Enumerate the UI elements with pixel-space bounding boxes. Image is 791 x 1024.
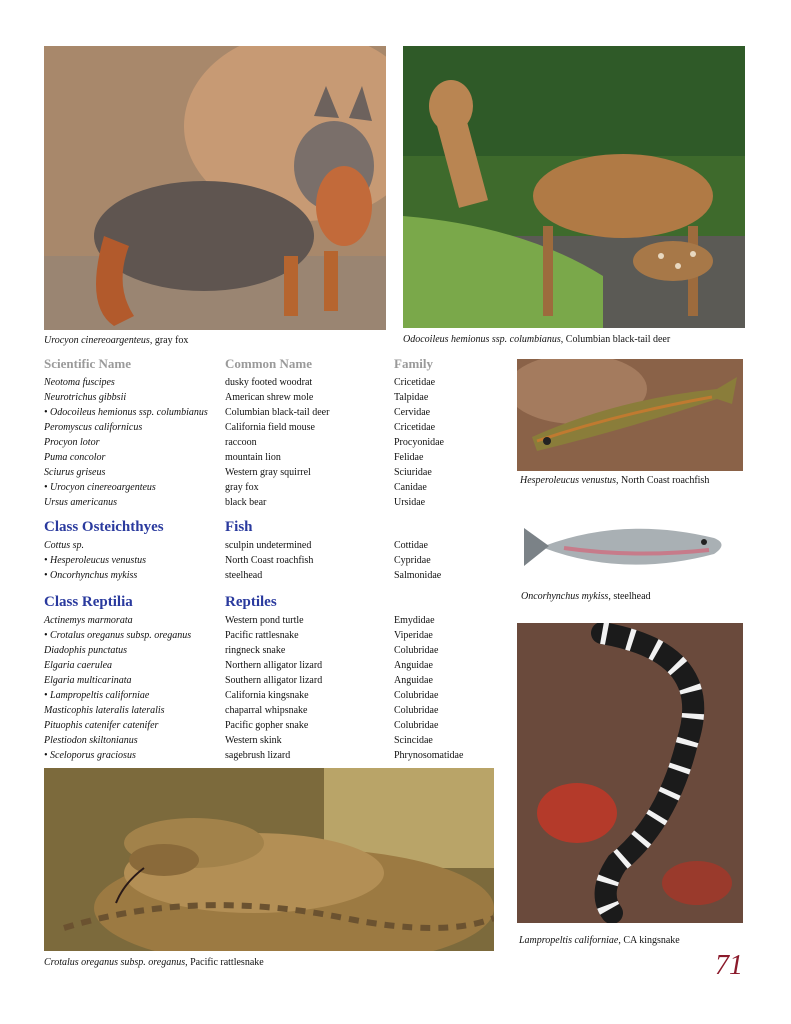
common-name-cell: sagebrush lizard — [225, 750, 291, 761]
common-name-cell: North Coast roachfish — [225, 555, 314, 566]
scientific-name-cell: Ursus americanus — [44, 497, 118, 508]
deer-caption: Odocoileus hemionus ssp. columbianus, Columbian black-tail deer — [403, 334, 671, 345]
common-name-cell: American shrew mole — [225, 392, 314, 403]
family-cell: Felidae — [394, 452, 424, 463]
rattlesnake-photo — [44, 768, 494, 951]
family-cell: Emydidae — [394, 615, 435, 626]
scientific-name-cell: Neotoma fuscipes — [44, 377, 115, 388]
scientific-name-cell: • Odocoileus hemionus ssp. columbianus — [44, 407, 208, 418]
common-name-cell: Columbian black-tail deer — [225, 407, 330, 418]
scientific-name-cell: Actinemys marmorata — [44, 615, 133, 626]
scientific-name-cell: • Lampropeltis californiae — [44, 690, 150, 701]
scientific-name-cell: • Crotalus oreganus subsp. oreganus — [44, 630, 192, 641]
header-common-name: Common Name — [225, 356, 313, 371]
scientific-name-cell: Procyon lotor — [44, 437, 100, 448]
page-number: 71 — [715, 950, 743, 981]
family-cell: Phrynosomatidae — [394, 750, 464, 761]
common-name-cell: raccoon — [225, 437, 257, 448]
scientific-name-cell: • Oncorhynchus mykiss — [44, 570, 138, 581]
family-cell: Procyonidae — [394, 437, 444, 448]
common-name-cell: California kingsnake — [225, 690, 309, 701]
scientific-name-cell: • Sceloporus graciosus — [44, 750, 136, 761]
common-name-cell: black bear — [225, 497, 267, 508]
deer-photo — [403, 46, 745, 328]
family-cell: Salmonidae — [394, 570, 442, 581]
family-cell: Viperidae — [394, 630, 433, 641]
roachfish-photo — [517, 359, 743, 471]
common-name-cell: California field mouse — [225, 422, 315, 433]
scientific-name-cell: Cottus sp. — [44, 540, 85, 551]
scientific-name-cell: Diadophis punctatus — [44, 645, 128, 656]
common-name-cell: Western pond turtle — [225, 615, 304, 626]
family-cell: Colubridae — [394, 645, 439, 656]
group-label: Reptiles — [225, 594, 277, 610]
common-name-cell: Pacific rattlesnake — [225, 630, 299, 641]
family-cell: Sciuridae — [394, 467, 432, 478]
common-name-cell: chaparral whipsnake — [225, 705, 308, 716]
roachfish-caption: Hesperoleucus venustus, North Coast roachfish — [520, 475, 710, 486]
family-cell: Ursidae — [394, 497, 426, 508]
scientific-name-cell: Sciurus griseus — [44, 467, 106, 478]
scientific-name-cell: Elgaria caerulea — [44, 660, 113, 671]
scientific-name-cell: Masticophis lateralis lateralis — [44, 705, 165, 716]
family-cell: Anguidae — [394, 675, 433, 686]
kingsnake-photo — [517, 623, 743, 923]
common-name-cell: Northern alligator lizard — [225, 660, 323, 671]
family-cell: Colubridae — [394, 690, 439, 701]
scientific-name-cell: • Hesperoleucus venustus — [44, 555, 146, 566]
class-label: Class Reptilia — [44, 594, 133, 610]
common-name-cell: mountain lion — [225, 452, 281, 463]
common-name-cell: Western gray squirrel — [225, 467, 311, 478]
family-cell: Anguidae — [394, 660, 433, 671]
steelhead-caption: Oncorhynchus mykiss, steelhead — [521, 591, 651, 602]
common-name-cell: Southern alligator lizard — [225, 675, 323, 686]
rattlesnake-caption: Crotalus oreganus subsp. oreganus, Pacific rattlesnake — [44, 957, 264, 968]
family-cell: Talpidae — [394, 392, 429, 403]
header-family: Family — [394, 356, 433, 371]
family-cell: Cricetidae — [394, 377, 436, 388]
gray-fox-caption: Urocyon cinereoargenteus, gray fox — [44, 335, 189, 346]
scientific-name-cell: Peromyscus californicus — [44, 422, 143, 433]
group-label: Fish — [225, 519, 253, 535]
scientific-name-cell: Elgaria multicarinata — [44, 675, 132, 686]
steelhead-photo — [524, 508, 736, 582]
family-cell: Cypridae — [394, 555, 431, 566]
kingsnake-caption: Lampropeltis californiae, CA kingsnake — [519, 935, 680, 946]
family-cell: Cottidae — [394, 540, 428, 551]
family-cell: Cricetidae — [394, 422, 436, 433]
family-cell: Canidae — [394, 482, 427, 493]
common-name-cell: ringneck snake — [225, 645, 286, 656]
common-name-cell: gray fox — [225, 482, 259, 493]
family-cell: Cervidae — [394, 407, 431, 418]
common-name-cell: Pacific gopher snake — [225, 720, 309, 731]
scientific-name-cell: Pituophis catenifer catenifer — [44, 720, 159, 731]
gray-fox-photo — [44, 46, 386, 330]
scientific-name-cell: • Urocyon cinereoargenteus — [44, 482, 156, 493]
scientific-name-cell: Puma concolor — [44, 452, 106, 463]
class-label: Class Osteichthyes — [44, 519, 164, 535]
common-name-cell: Western skink — [225, 735, 282, 746]
scientific-name-cell: Neurotrichus gibbsii — [44, 392, 127, 403]
common-name-cell: sculpin undetermined — [225, 540, 312, 551]
family-cell: Scincidae — [394, 735, 433, 746]
family-cell: Colubridae — [394, 705, 439, 716]
common-name-cell: dusky footed woodrat — [225, 377, 313, 388]
scientific-name-cell: Plestiodon skiltonianus — [44, 735, 138, 746]
family-cell: Colubridae — [394, 720, 439, 731]
header-scientific-name: Scientific Name — [44, 356, 132, 371]
common-name-cell: steelhead — [225, 570, 263, 581]
